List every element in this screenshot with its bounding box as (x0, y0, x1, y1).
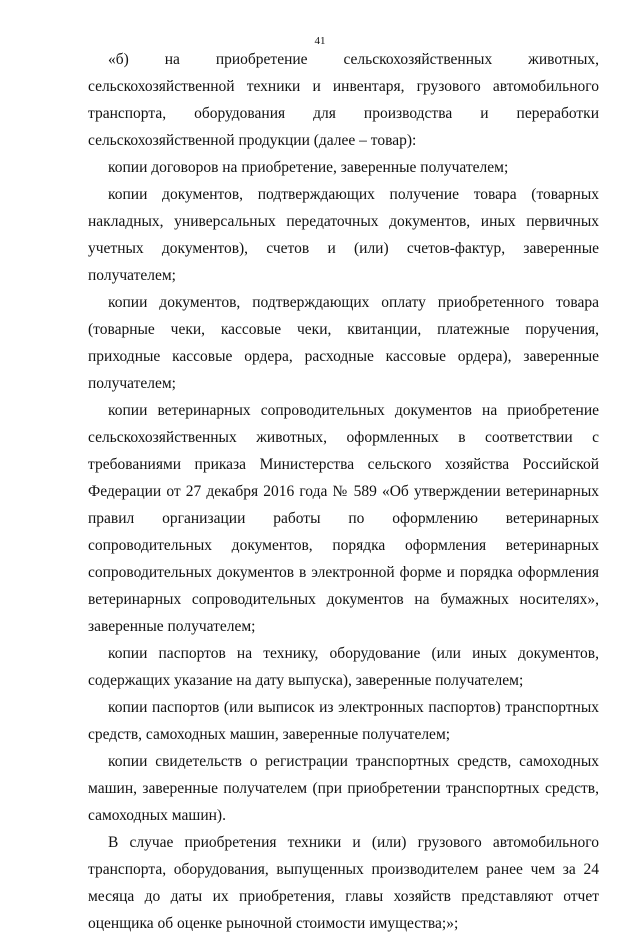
document-body (88, 46, 599, 937)
paragraph-payment-documents: копии документов, подтверждающих оплату приобретенного товара (товарные чеки, кассовые чеки, квитанции, платежные поручения, приходные кассовые ордера, расходные кассовые ордера), заверенные получателем; (88, 294, 599, 392)
paragraph-receipt-documents: копии документов, подтверждающих получение товара (товарных накладных, универсальных передаточных документов, иных первичных учетных документов), счетов и (или) счетов-фактур, заверенные получателем; (88, 186, 599, 284)
paragraph-appraisal-report: В случае приобретения техники и (или) грузового автомобильного транспорта, оборудования, выпущенных производителем ранее чем за 24 месяца до даты их приобретения, главы хозяйств представляют отчет оценщика об оценке рыночной стоимости имущества;»; (88, 834, 599, 932)
page-number: 41 (314, 35, 326, 47)
paragraph-registration-certificates: копии свидетельств о регистрации транспортных средств, самоходных машин, заверенные получателем (при приобретении транспортных средств, самоходных машин). (88, 753, 599, 824)
paragraph-veterinary-documents: копии ветеринарных сопроводительных документов на приобретение сельскохозяйственных животных, оформленных в соответствии с требованиями приказа Министерства сельского хозяйства Российской Федерации от 27 декабря 2016 года № 589 «Об утверждении ветеринарных правил организации работы по оформлению ветеринарных сопроводительных документов, порядка оформления ветеринарных сопроводительных документов в электронной форме и порядка оформления ветеринарных сопроводительных документов на бумажных носителях», заверенные получателем; (88, 402, 599, 635)
paragraph-contract-copies: копии договоров на приобретение, заверенные получателем; (108, 159, 509, 176)
paragraph-item-b-intro: «б) на приобретение сельскохозяйственных животных, сельскохозяйственной техники и инвентаря, грузового автомобильного транспорта, оборудования для производства и переработки сельскохозяйственной продукции (далее – товар): (88, 51, 599, 149)
paragraph-equipment-passports: копии паспортов на технику, оборудование (или иных документов, содержащих указание на дату выпуска), заверенные получателем; (88, 645, 599, 689)
paragraph-vehicle-passports: копии паспортов (или выписок из электронных паспортов) транспортных средств, самоходных машин, заверенные получателем; (88, 699, 599, 743)
